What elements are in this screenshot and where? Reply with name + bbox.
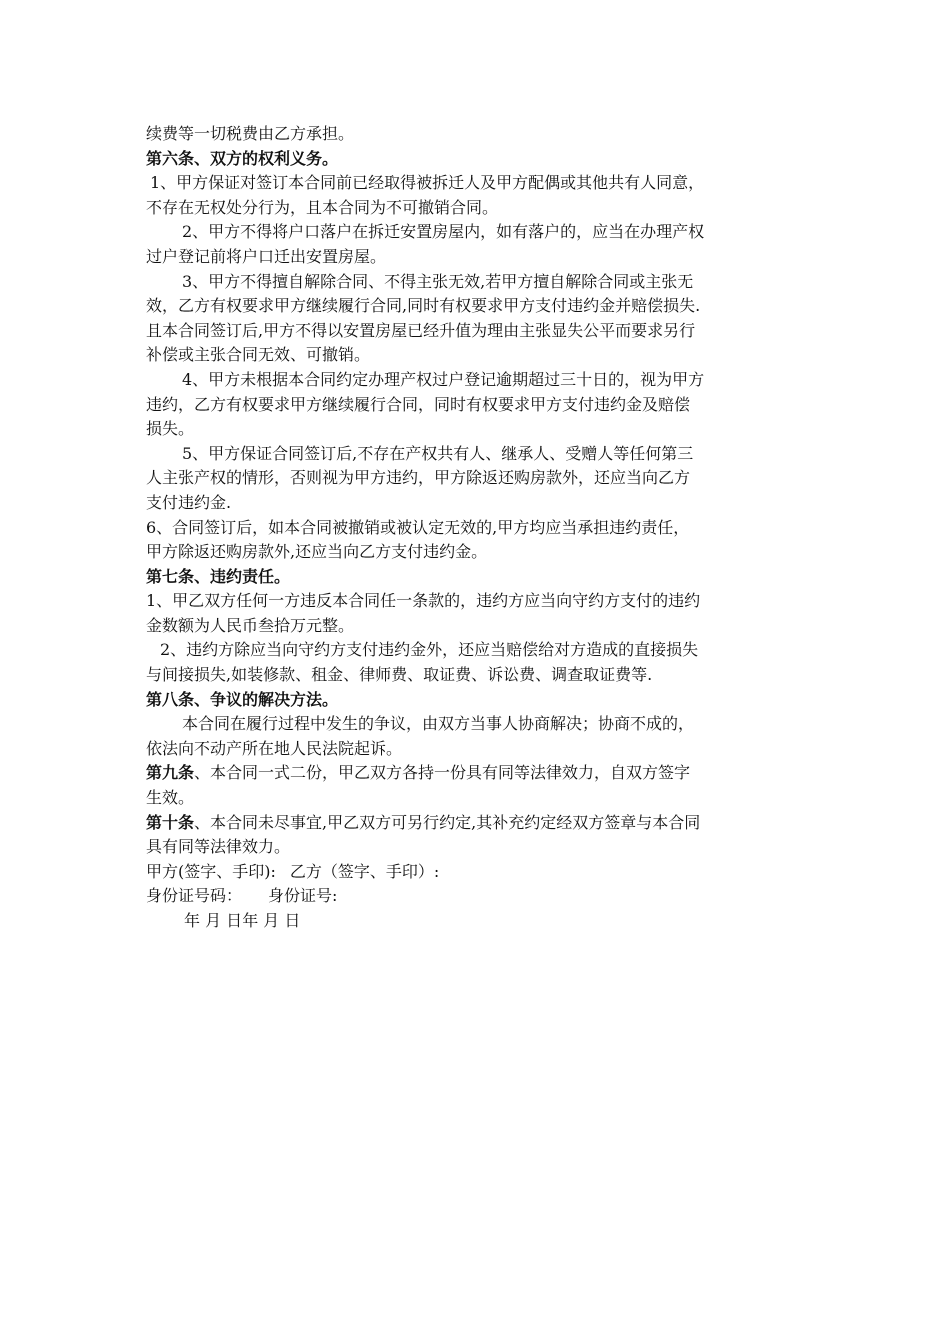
article-9-label: 第九条	[146, 763, 195, 783]
text-line: 6、合同签订后，如本合同被撤销或被认定无效的,甲方均应当承担违约责任，	[146, 517, 690, 537]
party-a-date: 年 月 日	[184, 911, 243, 930]
article-10-label: 第十条	[146, 812, 195, 832]
text-line: 续费等一切税费由乙方承担。	[146, 124, 355, 143]
text-line: 金数额为人民币叁拾万元整。	[146, 615, 355, 635]
signature-line	[146, 860, 816, 885]
party-a-id-label: 身份证号码：	[146, 886, 243, 906]
text-line: 具有同等法律效力。	[146, 837, 291, 857]
text-line: 3、甲方不得擅自解除合同、不得主张无效,若甲方擅自解除合同或主张无	[182, 271, 694, 291]
text-line: 1、甲方保证对签订本合同前已经取得被拆迁人及甲方配偶或其他共有人同意，	[150, 173, 705, 193]
article-9-line	[146, 761, 816, 786]
text-line: 与间接损失,如装修款、租金、律师费、取证费、诉讼费、调查取证费等.	[146, 665, 653, 685]
id-number-line	[146, 884, 816, 909]
article-8-heading: 第八条、争议的解决方法。	[146, 689, 339, 709]
text-line: 且本合同签订后,甲方不得以安置房屋已经升值为理由主张显失公平而要求另行	[146, 320, 696, 340]
text-line: 依法向不动产所在地人民法院起诉。	[146, 738, 403, 758]
text-line: 本合同在履行过程中发生的争议，由双方当事人协商解决；协商不成的，	[182, 714, 695, 734]
text-line: 违约，乙方有权要求甲方继续履行合同，同时有权要求甲方支付违约金及赔偿	[146, 394, 691, 414]
text-line: 损失。	[146, 419, 195, 439]
party-a-signature-label: 甲方(签字、手印):	[146, 861, 276, 881]
text-line: 补偿或主张合同无效、可撤销。	[146, 345, 371, 365]
text-line: 4、甲方未根据本合同约定办理产权过户登记逾期超过三十日的，视为甲方	[182, 369, 705, 389]
text-line: 不存在无权处分行为，且本合同为不可撤销合同。	[146, 197, 499, 217]
article-9-text: 、本合同一式二份，甲乙双方各持一份具有同等法律效力，自双方签字	[194, 763, 691, 783]
text-line: 甲方除返还购房款外,还应当向乙方支付违约金。	[146, 542, 488, 562]
text-line: 5、甲方保证合同签订后,不存在产权共有人、继承人、受赠人等任何第三	[182, 443, 694, 463]
article-10-line	[146, 811, 816, 836]
article-6-heading: 第六条、双方的权利义务。	[146, 148, 339, 168]
text-line: 2、违约方除应当向守约方支付违约金外，还应当赔偿给对方造成的直接损失	[160, 640, 699, 660]
party-b-signature-label: 乙方（签字、手印）:	[289, 861, 440, 881]
text-line: 效，乙方有权要求甲方继续履行合同,同时有权要求甲方支付违约金并赔偿损失.	[146, 296, 701, 316]
text-line: 过户登记前将户口迁出安置房屋。	[146, 246, 387, 266]
contract-page	[146, 122, 816, 934]
date-line	[146, 909, 816, 934]
text-line: 2、甲方不得将户口落户在拆迁安置房屋内，如有落户的，应当在办理产权	[182, 222, 705, 242]
text-line: 支付违约金.	[146, 492, 232, 512]
text-line: 1、甲乙双方任何一方违反本合同任一条款的，违约方应当向守约方支付的违约	[146, 591, 701, 611]
article-10-text: 、本合同未尽事宜,甲乙双方可另行约定,其补充约定经双方签章与本合同	[194, 812, 701, 832]
party-b-date: 年 月 日	[242, 911, 301, 930]
article-7-heading: 第七条、违约责任。	[146, 566, 291, 586]
text-line: 人主张产权的情形，否则视为甲方违约，甲方除返还购房款外，还应当向乙方	[146, 468, 691, 488]
party-b-id-label: 身份证号:	[268, 886, 338, 906]
text-line: 生效。	[146, 788, 195, 808]
